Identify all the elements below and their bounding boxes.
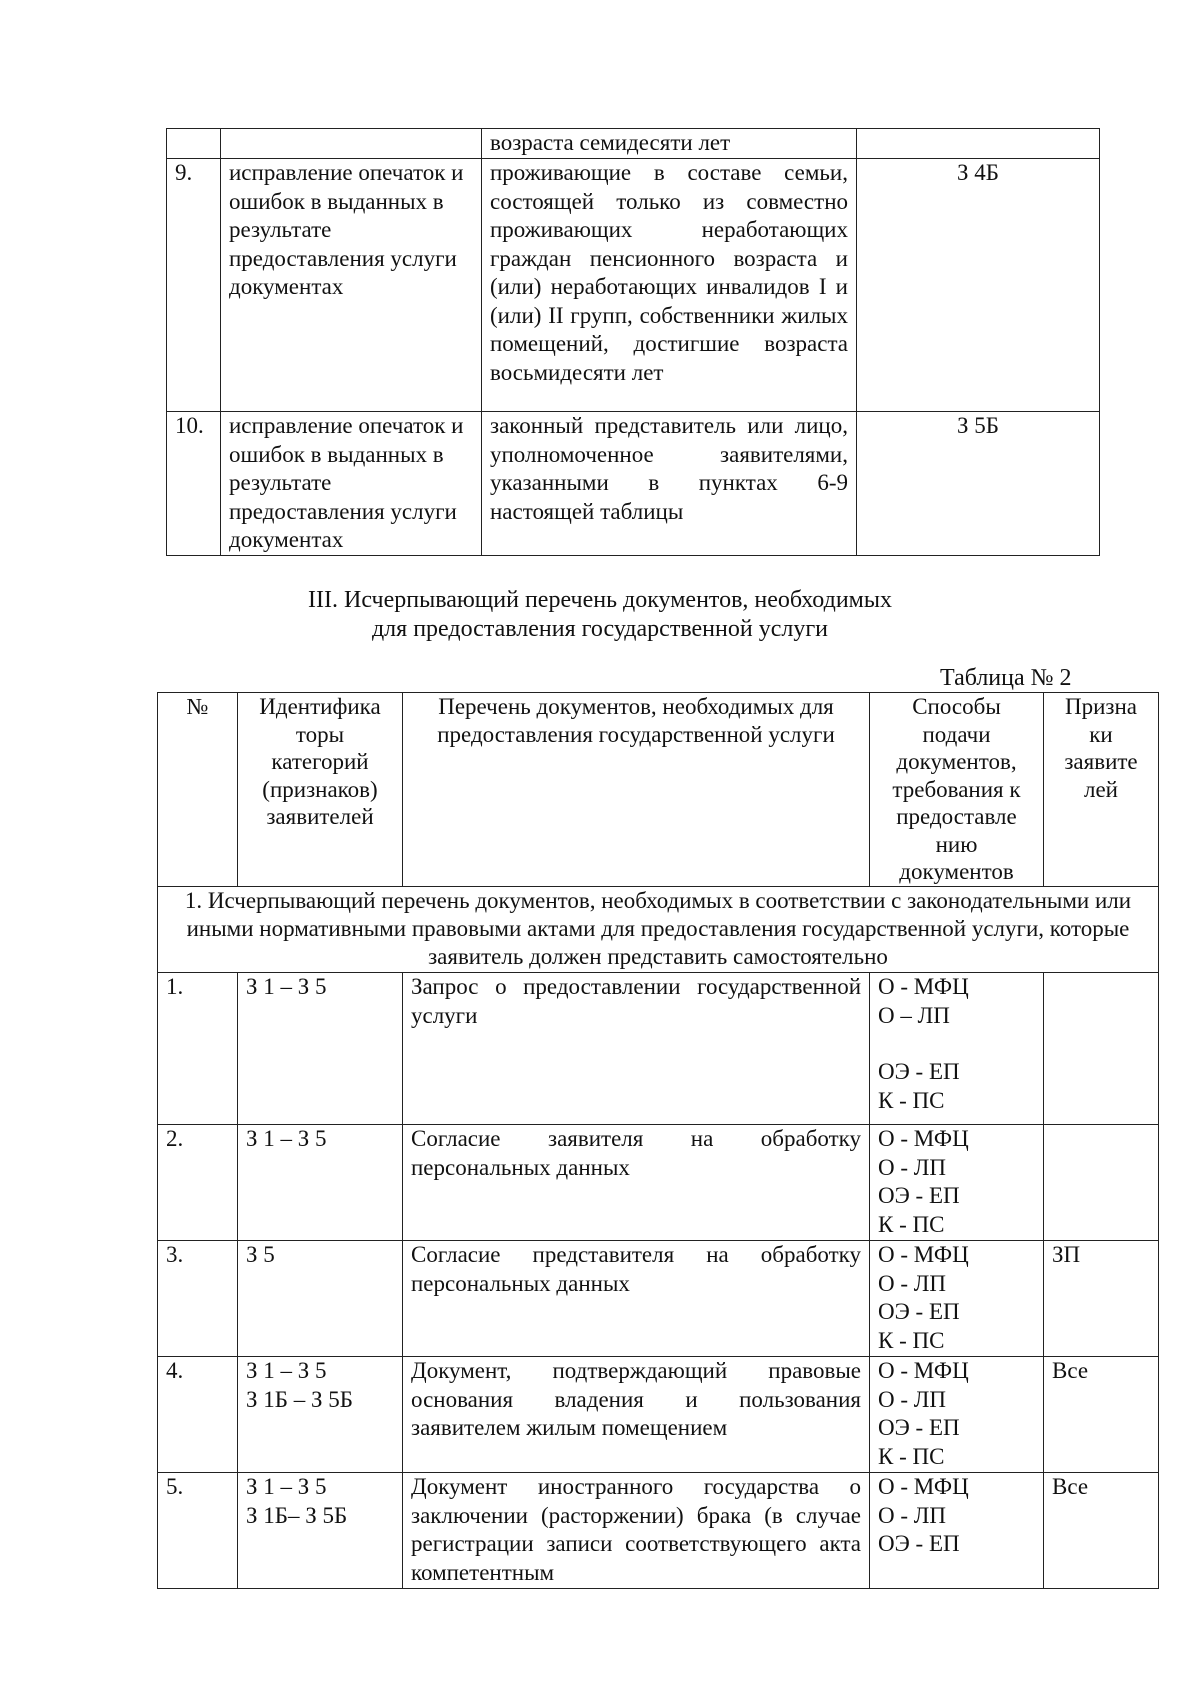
identifiers-cell <box>238 1473 403 1589</box>
applicants-cell: законный представитель или лицо, уполномоченное заявителями, указанными в пунктах 6-9 настоящей таблицы <box>482 412 857 556</box>
ways-cell <box>870 1357 1044 1473</box>
document-cell: Согласие представителя на обработку персональных данных <box>403 1241 870 1357</box>
ways-cell <box>870 1241 1044 1357</box>
way-item: К - ПС <box>878 1211 945 1237</box>
sign-cell: Все <box>1044 1357 1159 1473</box>
table-row <box>167 129 1100 159</box>
way-item: О - МФЦ <box>878 1242 969 1267</box>
sign-cell <box>1044 973 1159 1125</box>
identifier-line: З 1Б – З 5Б <box>246 1386 353 1412</box>
ways-cell <box>870 973 1044 1125</box>
applicants-table-continuation <box>166 128 1100 556</box>
table-row <box>158 1473 1159 1589</box>
identifiers-cell <box>238 1357 403 1473</box>
header-num: № <box>158 693 238 887</box>
ways-cell <box>870 1473 1044 1589</box>
code-cell <box>857 129 1100 159</box>
section-row-text: 1. Исчерпывающий перечень документов, необходимых в соответствии с законодательными или иными нормативными правовыми актами для предоставления государственной услуги, которые заявитель должен представить самостоятельно <box>158 887 1159 973</box>
identifier-line: З 5 <box>246 1242 275 1267</box>
way-item: О - ЛП <box>878 1502 946 1528</box>
row-number: 1. <box>158 973 238 1125</box>
code-cell: З 5Б <box>857 412 1100 556</box>
way-item: О - ЛП <box>878 1386 946 1412</box>
document-cell: Документ иностранного государства о заключении (расторжении) брака (в случае регистрации записи соответствующего акта компетентным <box>403 1473 870 1589</box>
identifier-line: З 1 – З 5 <box>246 974 327 999</box>
way-item: О - МФЦ <box>878 974 969 999</box>
way-item: О – ЛП <box>878 1002 950 1028</box>
way-item: ОЭ - ЕП <box>878 1059 960 1084</box>
way-item <box>878 1030 1035 1058</box>
way-item: К - ПС <box>878 1327 945 1353</box>
service-cell: исправление опечаток и ошибок в выданных в результате предоставления услуги документах <box>221 412 482 556</box>
documents-table <box>157 692 1159 1589</box>
service-cell <box>221 129 482 159</box>
row-number: 9. <box>167 159 221 412</box>
table-row <box>158 1125 1159 1241</box>
table-caption: Таблица № 2 <box>940 665 1072 691</box>
table-row <box>158 1241 1159 1357</box>
row-number: 4. <box>158 1357 238 1473</box>
way-item: ОЭ - ЕП <box>878 1183 960 1208</box>
document-cell: Документ, подтверждающий правовые основания владения и пользования заявителем жилым помещением <box>403 1357 870 1473</box>
identifier-line: З 1 – З 5 <box>246 1126 327 1151</box>
header-submission-ways: Способы подачи документов, требования к предоставле нию документов <box>870 693 1044 887</box>
way-item: ОЭ - ЕП <box>878 1531 960 1556</box>
way-item: ОЭ - ЕП <box>878 1415 960 1440</box>
row-number: 10. <box>167 412 221 556</box>
way-item: ОЭ - ЕП <box>878 1299 960 1324</box>
document-cell: Запрос о предоставлении государственной услуги <box>403 973 870 1125</box>
table-row <box>167 159 1100 412</box>
way-item: О - МФЦ <box>878 1358 969 1383</box>
code-cell: З 4Б <box>857 159 1100 412</box>
table-row <box>167 412 1100 556</box>
way-item: К - ПС <box>878 1443 945 1469</box>
way-item: О - МФЦ <box>878 1474 969 1499</box>
table-row <box>158 1357 1159 1473</box>
header-documents: Перечень документов, необходимых для предоставления государственной услуги <box>403 693 870 887</box>
identifier-line: З 1 – З 5 <box>246 1474 327 1499</box>
applicants-cell: проживающие в составе семьи, состоящей только из совместно проживающих неработающих граждан пенсионного возраста и (или) неработающих инвалидов I и (или) II групп, собственники жилых помещений, достигшие возраста восьмидесяти лет <box>482 159 857 412</box>
identifiers-cell <box>238 973 403 1125</box>
header-signs: Призна ки заявите лей <box>1044 693 1159 887</box>
identifiers-cell <box>238 1241 403 1357</box>
way-item: О - МФЦ <box>878 1126 969 1151</box>
sign-cell <box>1044 1125 1159 1241</box>
row-number <box>167 129 221 159</box>
applicants-cell: возраста семидесяти лет <box>482 129 857 159</box>
row-number: 3. <box>158 1241 238 1357</box>
header-row <box>158 693 1159 887</box>
identifier-line: З 1 – З 5 <box>246 1358 327 1383</box>
identifier-line: З 1Б– З 5Б <box>246 1502 348 1528</box>
section-row <box>158 887 1159 973</box>
ways-cell <box>870 1125 1044 1241</box>
way-item: К - ПС <box>878 1087 945 1113</box>
document-cell: Согласие заявителя на обработку персональных данных <box>403 1125 870 1241</box>
table-row <box>158 973 1159 1125</box>
sign-cell: Все <box>1044 1473 1159 1589</box>
way-item: О - ЛП <box>878 1154 946 1180</box>
service-cell: исправление опечаток и ошибок в выданных в результате предоставления услуги документах <box>221 159 482 412</box>
row-number: 5. <box>158 1473 238 1589</box>
identifiers-cell <box>238 1125 403 1241</box>
header-identifiers: Идентифика торы категорий (признаков) заявителей <box>238 693 403 887</box>
sign-cell: ЗП <box>1044 1241 1159 1357</box>
row-number: 2. <box>158 1125 238 1241</box>
section-heading-line2: для предоставления государственной услуги <box>371 616 829 642</box>
section-heading-line1: III. Исчерпывающий перечень документов, необходимых <box>308 587 892 613</box>
way-item: О - ЛП <box>878 1270 946 1296</box>
